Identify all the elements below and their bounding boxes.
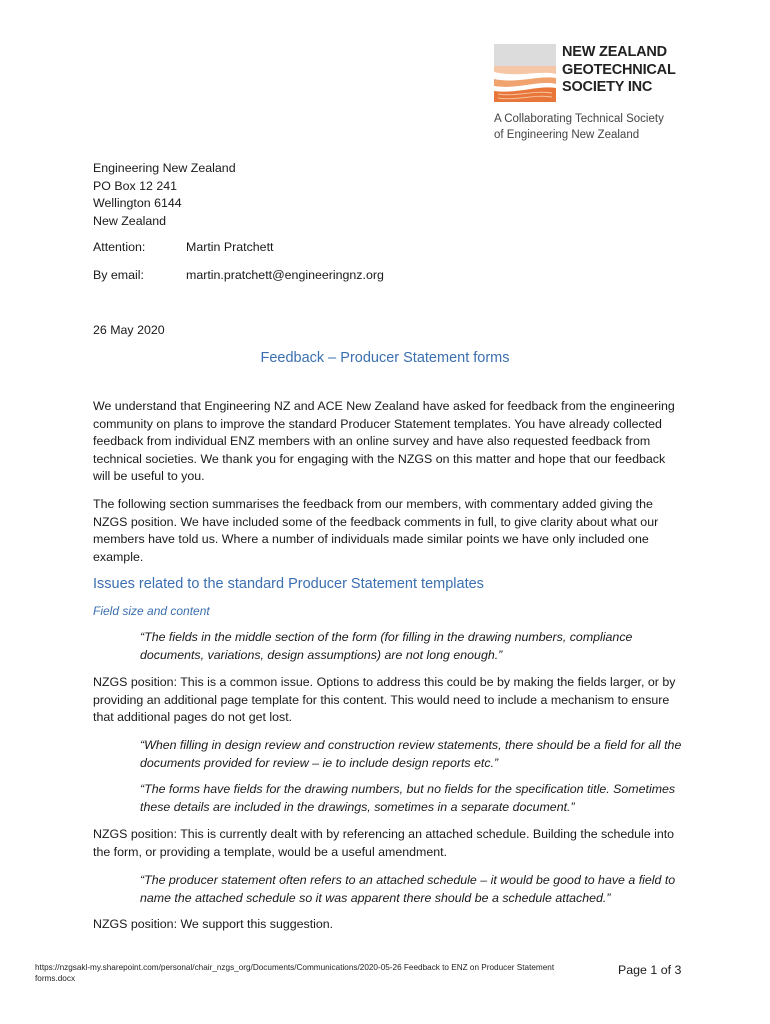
logo-tagline <box>494 111 724 143</box>
intro-paragraph-2: The following section summarises the feedback from our members, with commentary added giving the NZGS position. We have included some of the feedback comments in full, to give clarity about what our members have told us. Where a number of individuals made similar points we have only included one example. <box>93 497 659 564</box>
address-line-3: Wellington 6144 <box>93 196 182 211</box>
nzgs-position-2: NZGS position: This is currently dealt with by referencing an attached schedule. Building the schedule into the form, or providing a template, would be a useful amendment. <box>93 827 675 859</box>
logo-line-3: SOCIETY INC <box>562 79 653 95</box>
footer-file-path: https://nzgsakl-my.sharepoint.com/personal/chair_nzgs_org/Documents/Communications/2020-05-26 Feedback to ENZ on Producer Statement forms.docx <box>35 963 555 983</box>
logo-wordmark <box>562 44 676 97</box>
section-subheading: Field size and content <box>93 604 210 618</box>
attention-label: Attention: <box>93 240 146 254</box>
tagline-line-2: of Engineering New Zealand <box>494 129 640 141</box>
letter-date: 26 May 2020 <box>93 323 165 337</box>
member-quote-4: “The producer statement often refers to an attached schedule – it would be good to have a field to name the attached schedule so it was apparent there should be a schedule attached.” <box>140 873 676 905</box>
attention-row <box>93 239 273 257</box>
logo-line-1: NEW ZEALAND <box>562 44 667 60</box>
nzgs-logo <box>494 44 694 102</box>
member-quote-3: “The forms have fields for the drawing numbers, but no fields for the specification title. Sometimes these details are included in the drawings, sometimes in a separate document.” <box>140 782 676 814</box>
address-line-1: Engineering New Zealand <box>93 161 236 175</box>
document-title: Feedback – Producer Statement forms <box>260 350 510 366</box>
recipient-address <box>93 160 236 230</box>
attention-value: Martin Pratchett <box>186 240 274 254</box>
email-row <box>93 267 384 285</box>
address-line-2: PO Box 12 241 <box>93 178 178 193</box>
intro-paragraph-1: We understand that Engineering NZ and ACE New Zealand have asked for feedback from the engineering community on plans to improve the standard Producer Statement templates. You have already collected feedback from individual ENZ members with an online survey and have also requested feedback from technical societies. We thank you for engaging with the NZGS on this matter and hope that our feedback will be useful to you. <box>93 399 675 484</box>
member-quote-2: “When filling in design review and construction review statements, there should be a field for all the documents provided for review – ie to include design reports etc.” <box>140 738 682 770</box>
address-line-4: New Zealand <box>93 213 167 228</box>
page-number: Page 1 of 3 <box>618 963 682 977</box>
email-value[interactable]: martin.pratchett@engineeringnz.org <box>186 268 384 282</box>
email-label: By email: <box>93 268 144 282</box>
nzgs-position-3: NZGS position: We support this suggestion. <box>93 917 334 931</box>
section-heading: Issues related to the standard Producer Statement templates <box>93 576 484 592</box>
logo-line-2: GEOTECHNICAL <box>562 61 676 78</box>
nzgs-position-1: NZGS position: This is a common issue. Options to address this could be by making the fields larger, or by providing an additional page template for this content. This would need to include a mechanism to ensure that additional pages do not get lost. <box>93 675 676 725</box>
nzgs-strata-logo-icon <box>494 44 556 102</box>
member-quote-1: “The fields in the middle section of the form (for filling in the drawing numbers, compliance documents, variations, design assumptions) are not long enough.” <box>140 630 633 662</box>
tagline-line-1: A Collaborating Technical Society <box>494 113 664 125</box>
